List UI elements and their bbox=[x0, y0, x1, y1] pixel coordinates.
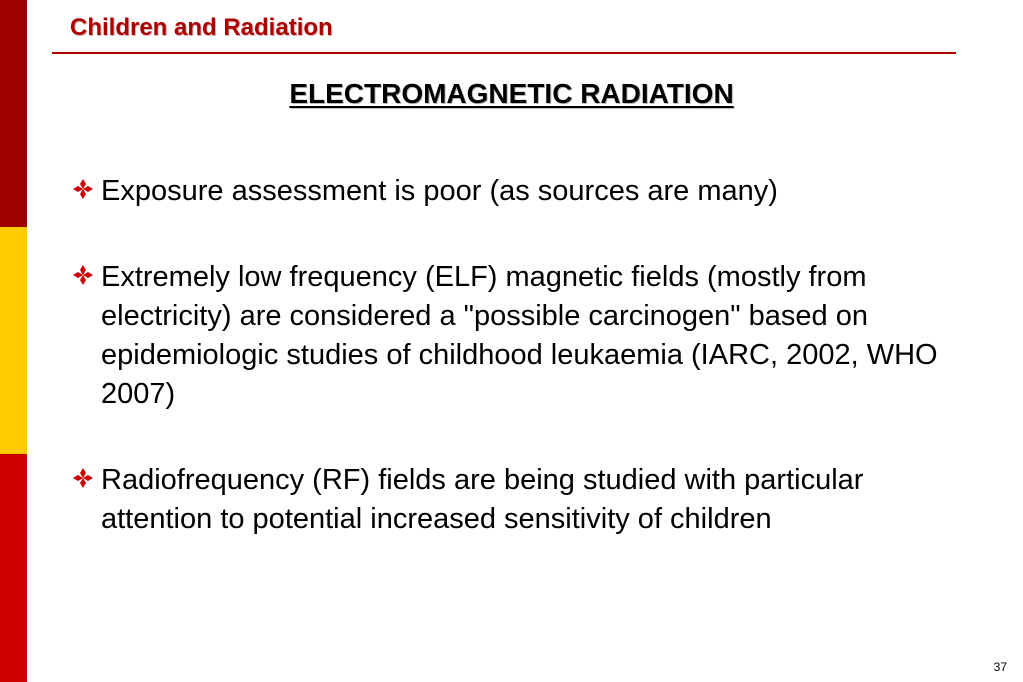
diamond-bullet-icon bbox=[72, 178, 94, 200]
bullet-list bbox=[72, 172, 982, 586]
diamond-bullet-icon bbox=[72, 264, 94, 286]
left-bar-red-segment bbox=[0, 454, 27, 682]
slide-heading: ELECTROMAGNETIC RADIATION bbox=[289, 78, 734, 109]
bullet-item bbox=[72, 172, 982, 211]
bullet-text: Exposure assessment is poor (as sources are many) bbox=[101, 175, 778, 207]
bullet-text: Radiofrequency (RF) fields are being studied with particular attention to potential increased sensitivity of children bbox=[101, 464, 864, 535]
left-bar-yellow-segment bbox=[0, 227, 27, 454]
diamond-bullet-icon bbox=[72, 467, 94, 489]
bullet-item bbox=[72, 258, 982, 414]
bullet-item bbox=[72, 461, 982, 539]
header-title: Children and Radiation bbox=[70, 14, 333, 41]
page-number: 37 bbox=[993, 660, 1007, 674]
header-divider bbox=[52, 52, 956, 54]
bullet-text: Extremely low frequency (ELF) magnetic fields (mostly from electricity) are considered a "possible carcinogen" based on epidemiologic studies of childhood leukaemia (IARC, 2002, WHO 2007) bbox=[101, 261, 938, 410]
left-bar-dark-red-segment bbox=[0, 0, 27, 227]
